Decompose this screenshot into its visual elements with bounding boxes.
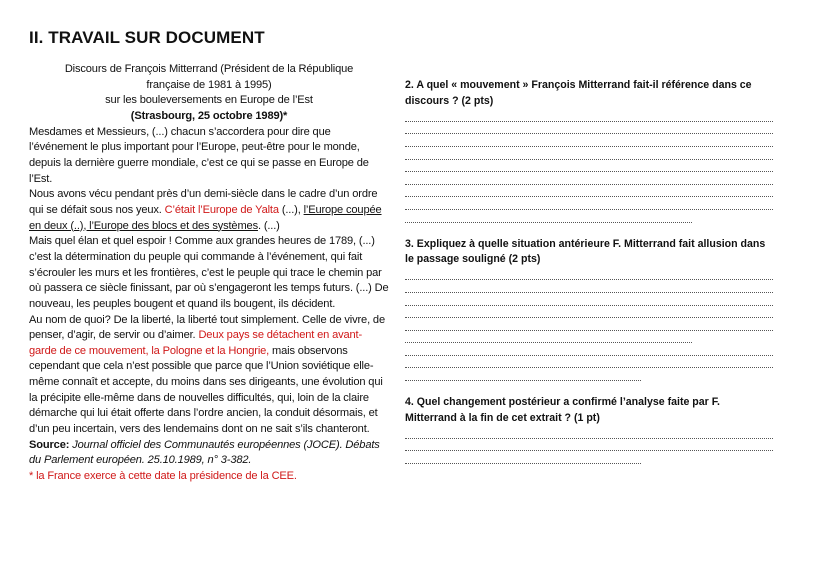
heading-line-4: (Strasbourg, 25 octobre 1989)* [130, 109, 288, 122]
paragraph-3: Mais quel élan et quel espoir ! Comme aux grandes heures de 1789, (...) c’est la détermination du peuple qui commande à l’événement, qui fait s’écrouler les murs et les frontières, c’est le peuple qui trace le chemin par où passera ce siècle finissant, par où s’engageront les temps futurs. (...) De nouveau, les peuples bougent et quand ils bougent, ils décident. [29, 235, 389, 310]
questions-panel [405, 78, 773, 464]
document-excerpt [29, 62, 389, 485]
question-2: 2. A quel « mouvement » François Mitterrand fait-il référence dans ce discours ? (2 pts) [405, 79, 752, 107]
paragraph-2-text-a: Nous avons vécu pendant près d’un demi-siècle dans le cadre d’un ordre qui se défait sous nos yeux. [29, 188, 378, 216]
source-text: Journal officiel des Communautés européennes (JOCE). Débats du Parlement européen. 25.10.1989, n° 3-382. [29, 438, 380, 467]
paragraph-2-text-c: . (...) [257, 219, 280, 232]
underlined-passage: l’Europe coupée en deux (..), l’Europe des blocs et des systèmes [29, 203, 382, 232]
source-label: Source: [29, 438, 70, 451]
highlight-yalta: C’était l’Europe de Yalta [164, 203, 279, 216]
paragraph-4-text-a: Au nom de quoi? De la liberté, la liberté tout simplement. Celle de vivre, de penser, d’agir, de servir ou d’aimer. [29, 313, 385, 342]
paragraph-2 [29, 187, 389, 234]
document-heading [29, 62, 389, 125]
source-citation [29, 438, 389, 469]
heading-line-2: française de 1981 à 1995) [146, 78, 272, 91]
heading-line-1: Discours de François Mitterrand (Président de la République [64, 63, 354, 75]
question-4: 4. Quel changement postérieur a confirmé l’analyse faite par F. Mitterrand à la fin de cet extrait ? (1 pt) [405, 396, 720, 424]
paragraph-1: Mesdames et Messieurs, (...) chacun s’accordera pour dire que l’événement le plus important pour l’Europe, peut-être pour le monde, depuis la dernière guerre mondiale, c’est ce qui se passe en Europe de l’Est. [29, 125, 369, 185]
question-3: 3. Expliquez à quelle situation antérieure F. Mitterrand fait allusion dans le passage souligné (2 pts) [405, 237, 766, 266]
paragraph-4-text-b: mais observons cependant que cela n’est possible que parce que l’Union soviétique elle-même connaît et accepte, du moins dans ses dirigeants, une évolution qui la précipite elle-même dans de nouvelles difficultés, qui, loin de la claire démarche qui lui était offerte dans l’ordre ancien, la conduit désormais, et d’un peu incertain, vers des lendemains dont on ne sait s’ils chanteront. [29, 344, 383, 436]
highlight-pologne-hongrie: Deux pays se détachent en avant-garde de ce mouvement, la Pologne et la Hongrie, [29, 329, 362, 357]
answer-area-3[interactable] [405, 268, 773, 381]
answer-area-2[interactable] [405, 109, 773, 222]
section-title: II. TRAVAIL SUR DOCUMENT [29, 28, 265, 47]
footnote: * la France exerce à cette date la présidence de la CEE. [29, 470, 297, 483]
paragraph-4 [29, 313, 389, 438]
answer-area-4[interactable] [405, 426, 773, 464]
heading-line-3: sur les bouleversements en Europe de l’Est [105, 94, 313, 107]
paragraph-2-text-b: (...), [278, 203, 304, 216]
